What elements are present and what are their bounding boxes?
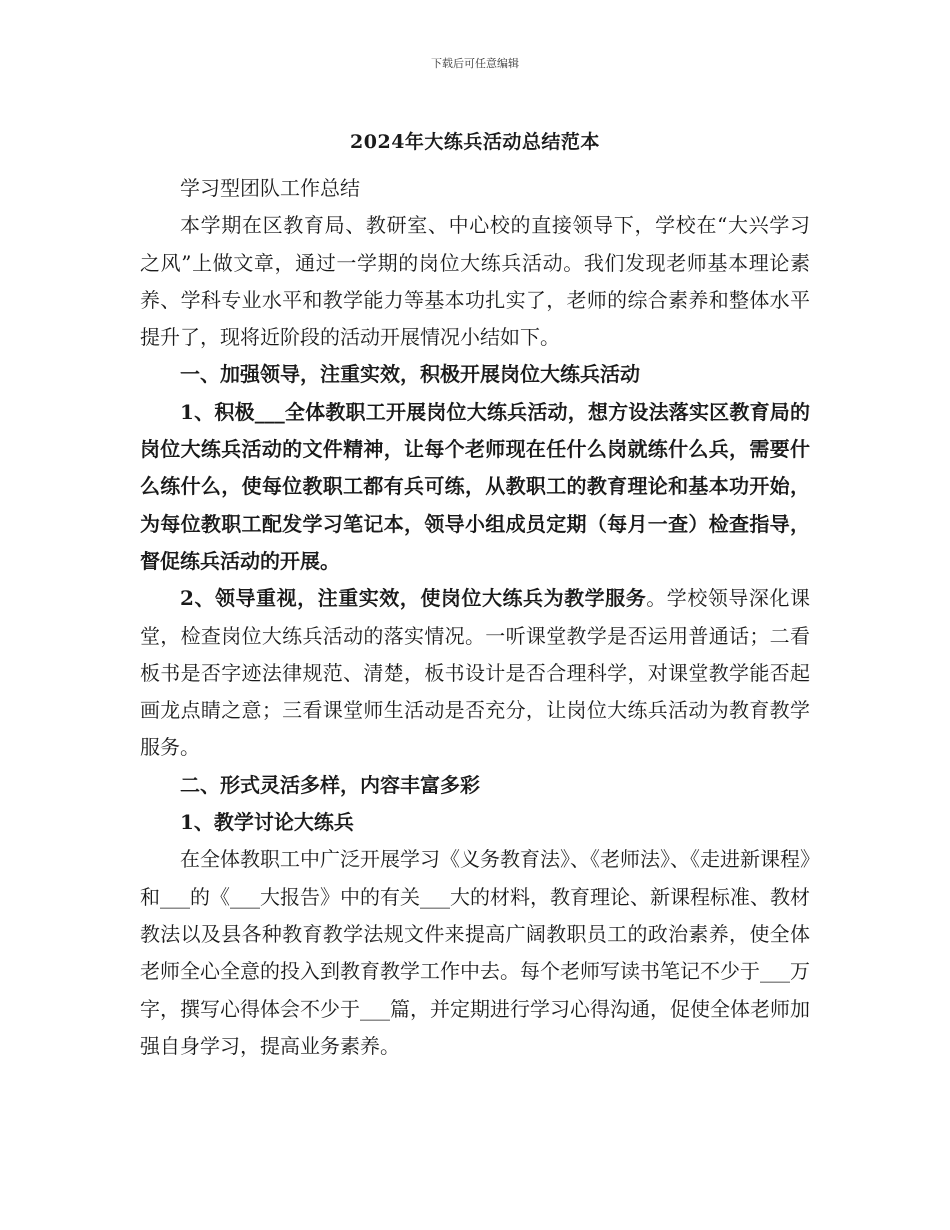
paragraph-2-body: 。学校领导深化课堂，检查岗位大练兵活动的落实情况。一听课堂教学是否运用普通话；二看板书是否字迹法律规范、清楚，板书设计是否合理科学，对课堂教学能否起画龙点睛之意；三看课堂师生活动是否充分，让岗位大练兵活动为教育教学服务。 — [140, 586, 811, 760]
paragraph-2 — [140, 580, 810, 766]
section-heading-2: 二、形式灵活多样，内容丰富多彩 — [180, 772, 480, 797]
subtitle-paragraph: 学习型团队工作总结 — [180, 176, 360, 200]
intro-paragraph: 本学期在区教育局、教研室、中心校的直接领导下，学校在“大兴学习之风”上做文章，通过一学期的岗位大练兵活动。我们发现老师基本理论素养、学科专业水平和教学能力等基本功扎实了，老师的综合素养和整体水平提升了，现将近阶段的活动开展情况小结如下。 — [140, 213, 810, 350]
document-body — [140, 170, 810, 1065]
bold-paragraph-1: 1、积极___全体教职工开展岗位大练兵活动，想方设法落实区教育局的岗位大练兵活动的文件精神，让每个老师现在任什么岗就练什么兵，需要什么练什么，使每位教职工都有兵可练，从教职工的教育理论和基本功开始，为每位教职工配发学习笔记本，领导小组成员定期（每月一查）检查指导，督促练兵活动的开展。 — [140, 399, 810, 573]
header-note: 下载后可任意编辑 — [431, 57, 519, 70]
study-paragraph: 在全体教职工中广泛开展学习《义务教育法》、《老师法》、《走进新课程》和___的《___大报告》中的有关___大的材料，教育理论、新课程标准、教材教法以及县各种教育教学法规文件来提高广阔教职员工的政治素养，使全体老师全心全意的投入到教育教学工作中去。每个老师写读书笔记不少于___万字，撰写心得体会不少于___篇，并定期进行学习心得沟通，促使全体老师加强自身学习，提高业务素养。 — [140, 847, 810, 1058]
section-heading-1: 一、加强领导，注重实效，积极开展岗位大练兵活动 — [180, 362, 640, 387]
subsection-heading-1: 1、教学讨论大练兵 — [180, 810, 354, 835]
document-title: 2024年大练兵活动总结范本 — [350, 131, 600, 153]
paragraph-2-lead: 2、领导重视，注重实效，使岗位大练兵为教学服务 — [180, 586, 647, 611]
